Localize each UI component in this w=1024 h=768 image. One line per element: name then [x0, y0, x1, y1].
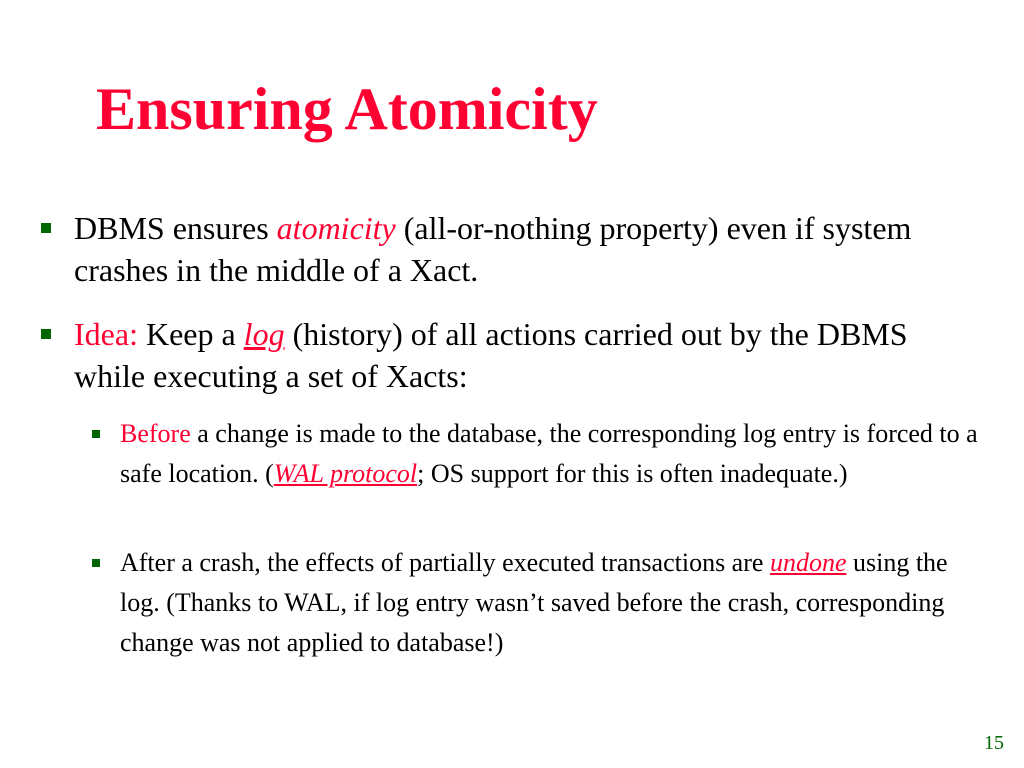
term-atomicity: atomicity [276, 210, 396, 246]
term-wal-protocol: WAL protocol [273, 459, 418, 488]
term-undone: undone [769, 548, 847, 577]
sub-bullet-before [120, 414, 990, 494]
bullet-text-end: (history) of all actions carried out by the DBMS while executing a set of Xacts: [74, 316, 908, 394]
square-bullet-icon [41, 223, 51, 233]
sub-bullet-text-start: a change is made to the database, the corresponding log entry is forced to a safe location. ( [120, 419, 978, 488]
sub-bullet-text-end: using the log. (Thanks to WAL, if log entry wasn’t saved before the crash, corresponding change was not applied to database!) [120, 548, 948, 657]
bullet-text-start: Keep a [137, 316, 244, 352]
idea-label: Idea: [74, 316, 138, 352]
square-bullet-icon [41, 329, 51, 339]
square-bullet-icon [92, 430, 100, 438]
sub-bullet-after-crash [120, 543, 990, 663]
page-number: 15 [984, 732, 1004, 754]
term-before: Before [120, 419, 191, 448]
bullet-text-start: DBMS ensures [74, 210, 277, 246]
term-log: log [243, 316, 285, 352]
bullet-idea [74, 313, 984, 397]
sub-bullet-text-end: ; OS support for this is often inadequate.) [417, 459, 848, 488]
bullet-text-end: (all-or-nothing property) even if system crashes in the middle of a Xact. [74, 210, 912, 288]
square-bullet-icon [92, 559, 100, 567]
slide-title: Ensuring Atomicity [96, 76, 598, 142]
bullet-atomicity [74, 207, 984, 291]
sub-bullet-text-start: After a crash, the effects of partially executed transactions are [120, 548, 770, 577]
